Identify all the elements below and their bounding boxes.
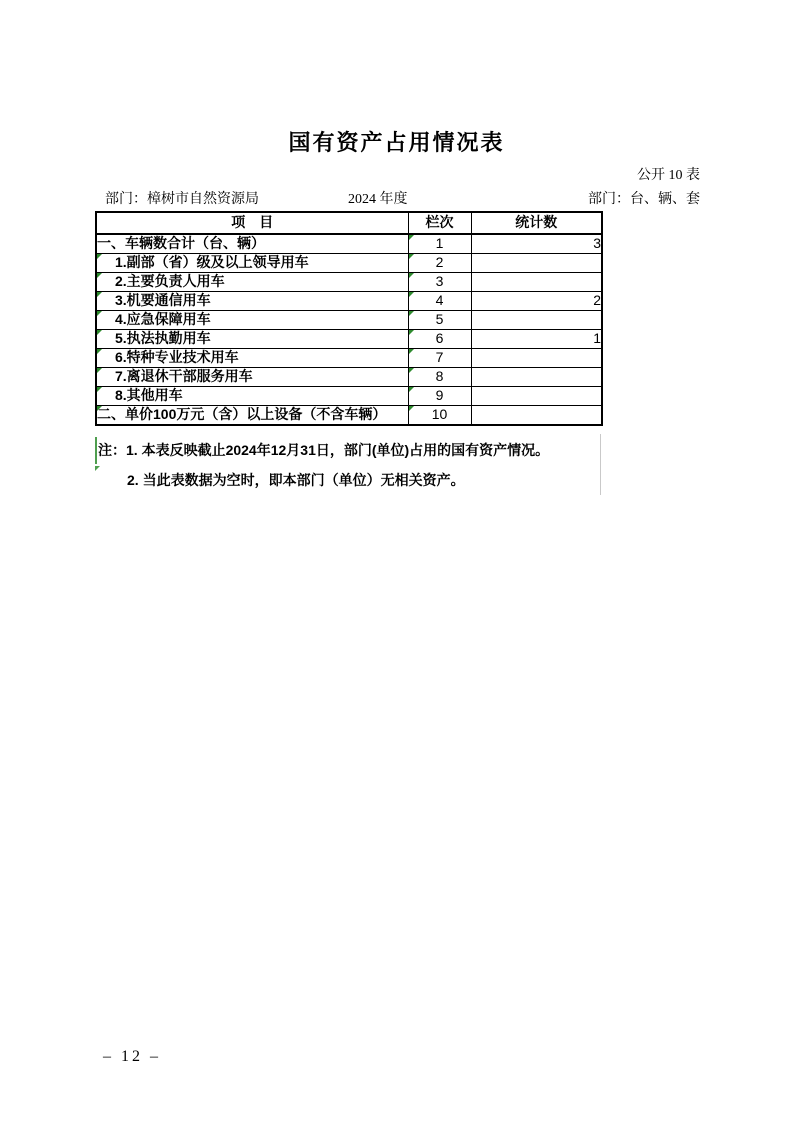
cell-error-marker-icon [97,406,102,411]
cell-error-marker-icon [409,368,414,373]
cell-error-marker-icon [409,330,414,335]
lane-number-cell: 10 [408,406,471,426]
notes-block [98,440,603,490]
meta-department: 部门：樟树市自然资源局 [105,192,259,207]
cell-error-marker-icon [97,368,102,373]
item-cell: 1.副部（省）级及以上领导用车 [96,254,408,273]
table-row [96,406,602,426]
cell-error-marker-icon [409,254,414,259]
stat-value-cell: 1 [471,330,602,349]
lane-number-cell: 4 [408,292,471,311]
item-cell: 二、单价100万元（含）以上设备（不含车辆） [96,406,408,426]
table-row [96,349,602,368]
item-cell: 5.执法执勤用车 [96,330,408,349]
item-cell: 7.离退休干部服务用车 [96,368,408,387]
stat-value-cell [471,406,602,426]
lane-number-cell: 6 [408,330,471,349]
item-cell: 8.其他用车 [96,387,408,406]
table-row [96,368,602,387]
cell-error-marker-icon [409,387,414,392]
item-cell: 6.特种专业技术用车 [96,349,408,368]
col-header-stat: 统计数 [471,212,602,234]
lane-number-cell: 9 [408,387,471,406]
cell-error-marker-icon [97,254,102,259]
item-cell: 4.应急保障用车 [96,311,408,330]
table-row [96,273,602,292]
asset-table [95,211,603,426]
stat-value-cell: 3 [471,234,602,254]
stat-value-cell [471,254,602,273]
note-line-2: 2. 当此表数据为空时，即本部门（单位）无相关资产。 [127,472,465,488]
stat-value-cell [471,311,602,330]
stat-value-cell [471,349,602,368]
meta-unit: 部门：台、辆、套 [588,192,700,207]
cell-error-marker-icon [97,311,102,316]
lane-number-cell: 8 [408,368,471,387]
cell-error-marker-icon [409,406,414,411]
asset-table-body [96,234,602,425]
cell-error-marker-icon [97,273,102,278]
cell-error-marker-icon [409,311,414,316]
table-row [96,292,602,311]
item-cell: 2.主要负责人用车 [96,273,408,292]
lane-number-cell: 7 [408,349,471,368]
cell-error-marker-icon [97,292,102,297]
cell-error-marker-icon [409,235,414,240]
table-header-row [96,212,602,234]
cell-error-marker-icon [409,273,414,278]
meta-year: 2024 年度 [348,192,408,207]
cell-error-marker-icon [97,349,102,354]
stat-value-cell: 2 [471,292,602,311]
page-number: – 12 – [103,1048,161,1065]
table-row [96,311,602,330]
col-header-lane: 栏次 [408,212,471,234]
stat-value-cell [471,387,602,406]
stat-value-cell [471,368,602,387]
public-table-label: 公开 10 表 [637,168,700,183]
item-cell: 一、车辆数合计（台、辆） [96,234,408,254]
table-row [96,254,602,273]
gridline-artifact-left [95,437,97,464]
page-title: 国有资产占用情况表 [288,130,505,155]
asset-table-container [95,211,603,426]
lane-number-cell: 3 [408,273,471,292]
table-row [96,330,602,349]
item-cell: 3.机要通信用车 [96,292,408,311]
cell-error-marker-icon [97,387,102,392]
lane-number-cell: 5 [408,311,471,330]
cell-error-marker-icon [409,292,414,297]
cell-error-marker-icon [97,330,102,335]
note-line-1: 注：1. 本表反映截止2024年12月31日，部门(单位)占用的国有资产情况。 [98,442,550,458]
table-row [96,387,602,406]
table-row [96,234,602,254]
lane-number-cell: 1 [408,234,471,254]
stat-value-cell [471,273,602,292]
col-header-item: 项 目 [96,212,408,234]
cell-error-marker-icon [409,349,414,354]
lane-number-cell: 2 [408,254,471,273]
